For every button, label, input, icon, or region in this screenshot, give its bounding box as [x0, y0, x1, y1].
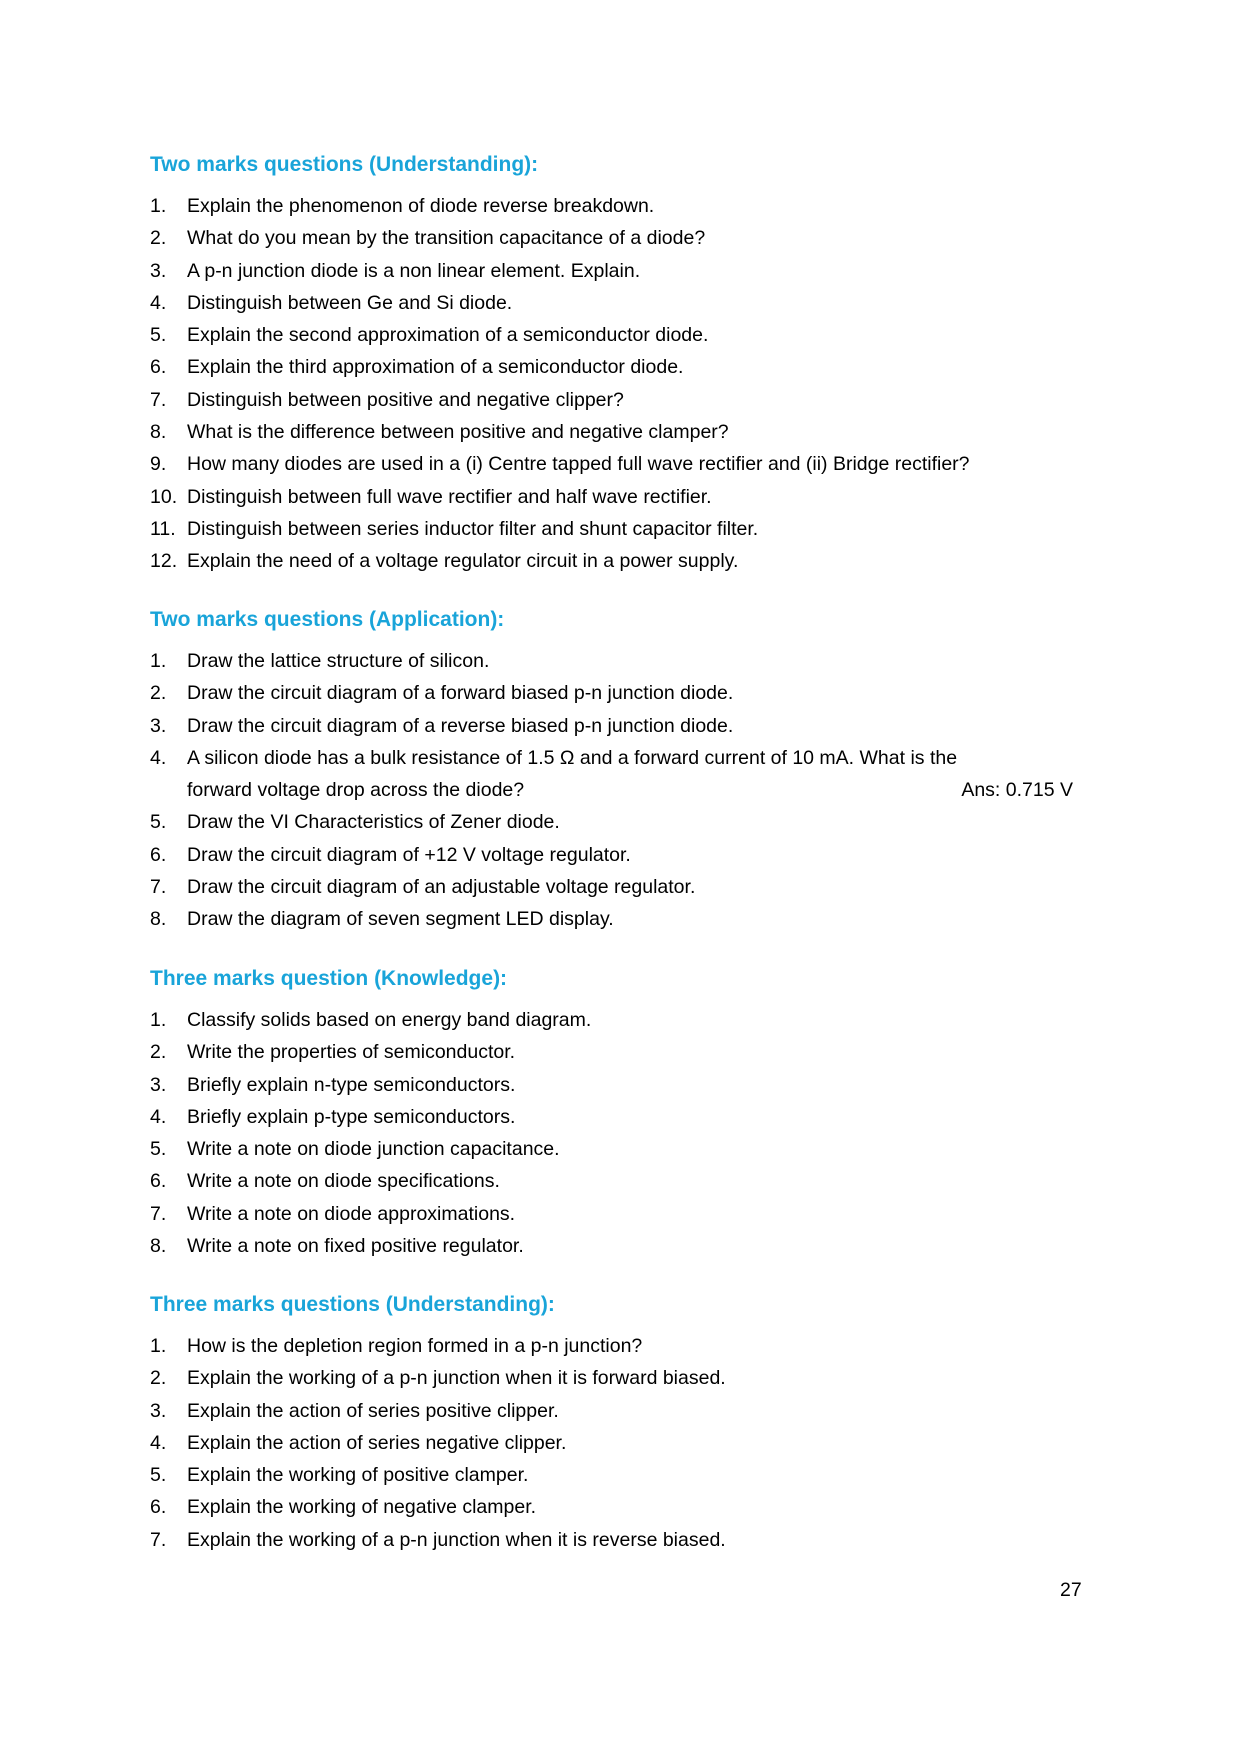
question-text: Distinguish between positive and negative clipper?	[187, 388, 624, 411]
question-text: Explain the second approximation of a semiconductor diode.	[187, 324, 709, 347]
question-list	[150, 1004, 1100, 1262]
question-item	[150, 1362, 1100, 1394]
question-text: Explain the need of a voltage regulator circuit in a power supply.	[187, 550, 739, 573]
section-heading: Three marks questions (Understanding):	[150, 1293, 555, 1316]
question-item	[150, 351, 1100, 383]
question-number: 8.	[150, 1235, 167, 1258]
question-item	[150, 1330, 1100, 1362]
question-item	[150, 1069, 1100, 1101]
question-text: How many diodes are used in a (i) Centre tapped full wave rectifier and (ii) Bridge rectifier?	[187, 453, 970, 476]
question-item	[150, 1395, 1100, 1427]
question-number: 5.	[150, 1138, 167, 1161]
section-heading: Two marks questions (Understanding):	[150, 153, 539, 176]
question-text: Draw the lattice structure of silicon.	[187, 650, 490, 672]
question-text: Write a note on diode junction capacitance.	[187, 1138, 560, 1161]
question-text: Draw the circuit diagram of an adjustable voltage regulator.	[187, 876, 696, 899]
question-item	[150, 416, 1100, 448]
question-item	[150, 190, 1100, 222]
question-number: 7.	[150, 876, 167, 899]
answer-label: Ans: 0.715 V	[961, 779, 1073, 802]
question-text: Explain the working of a p-n junction when it is forward biased.	[187, 1367, 726, 1390]
question-text: Explain the third approximation of a semiconductor diode.	[187, 356, 684, 379]
question-number: 2.	[150, 1367, 167, 1390]
question-number: 7.	[150, 1528, 167, 1551]
question-text: Explain the action of series negative clipper.	[187, 1431, 567, 1454]
question-text: Classify solids based on energy band diagram.	[187, 1009, 592, 1031]
question-number: 5.	[150, 811, 167, 834]
question-item	[150, 1101, 1100, 1133]
question-number: 2.	[150, 682, 167, 705]
section-knowledge-3marks	[150, 964, 1100, 1262]
question-text: Write a note on diode approximations.	[187, 1202, 516, 1225]
question-number: 6.	[150, 1170, 167, 1193]
question-number: 1.	[150, 650, 167, 672]
question-text: Distinguish between full wave rectifier and half wave rectifier.	[187, 485, 712, 508]
question-text: What do you mean by the transition capacitance of a diode?	[187, 227, 706, 250]
question-item	[150, 839, 1100, 871]
question-number: 3.	[150, 259, 167, 282]
question-item	[150, 255, 1100, 287]
question-number: 4.	[150, 746, 167, 769]
question-list	[150, 1330, 1100, 1556]
question-number: 6.	[150, 843, 167, 866]
question-item	[150, 742, 1100, 774]
question-text: Draw the VI Characteristics of Zener diode.	[187, 811, 560, 834]
question-text: Distinguish between Ge and Si diode.	[187, 291, 513, 314]
question-text: Explain the working of positive clamper.	[187, 1464, 529, 1487]
question-item	[150, 806, 1100, 838]
question-item	[150, 1036, 1100, 1068]
question-item	[150, 1459, 1100, 1491]
question-item	[150, 1004, 1100, 1036]
question-text: Distinguish between series inductor filter and shunt capacitor filter.	[187, 517, 759, 540]
question-number: 6.	[150, 356, 167, 379]
question-item	[150, 1524, 1100, 1556]
question-number: 4.	[150, 1431, 167, 1454]
question-text: Write a note on diode specifications.	[187, 1170, 500, 1193]
question-text: How is the depletion region formed in a p-n junction?	[187, 1335, 643, 1357]
question-number: 8.	[150, 908, 167, 931]
question-text: Briefly explain p-type semiconductors.	[187, 1105, 516, 1128]
question-text: Explain the working of a p-n junction when it is reverse biased.	[187, 1528, 726, 1551]
question-number: 1.	[150, 195, 167, 217]
question-item	[150, 710, 1100, 742]
question-text: Explain the phenomenon of diode reverse breakdown.	[187, 195, 655, 217]
question-number: 1.	[150, 1009, 167, 1031]
question-number: 8.	[150, 421, 167, 444]
question-item	[150, 319, 1100, 351]
question-item	[150, 448, 1100, 480]
question-number: 4.	[150, 291, 167, 314]
section-application-2marks	[150, 605, 1100, 936]
question-number: 10.	[150, 485, 178, 508]
section-understanding-3marks	[150, 1290, 1100, 1556]
question-item	[150, 645, 1100, 677]
question-item	[150, 1133, 1100, 1165]
question-item	[150, 1230, 1100, 1262]
section-understanding-2marks	[150, 150, 1100, 578]
question-continuation-text: forward voltage drop across the diode?	[187, 779, 525, 802]
question-text: A p-n junction diode is a non linear element. Explain.	[187, 259, 641, 282]
question-item	[150, 1198, 1100, 1230]
question-item	[150, 513, 1100, 545]
question-list	[150, 645, 1100, 936]
question-item	[150, 222, 1100, 254]
question-item	[150, 903, 1100, 935]
question-number: 6.	[150, 1496, 167, 1519]
question-number: 12.	[150, 550, 178, 573]
question-text: Briefly explain n-type semiconductors.	[187, 1073, 516, 1096]
question-text: Draw the circuit diagram of a forward biased p-n junction diode.	[187, 682, 734, 705]
question-continuation-line	[150, 774, 1100, 806]
question-item	[150, 384, 1100, 416]
question-number: 5.	[150, 1464, 167, 1487]
question-text: Draw the circuit diagram of +12 V voltage regulator.	[187, 843, 631, 866]
question-number: 11.	[150, 517, 176, 540]
question-number: 4.	[150, 1105, 167, 1128]
question-item	[150, 545, 1100, 577]
question-text: Write a note on fixed positive regulator.	[187, 1235, 524, 1258]
question-text: Explain the action of series positive clipper.	[187, 1399, 559, 1422]
question-number: 3.	[150, 1399, 167, 1422]
question-item	[150, 481, 1100, 513]
page-number: 27	[1060, 1579, 1082, 1601]
question-item	[150, 1491, 1100, 1523]
question-number: 2.	[150, 1041, 167, 1064]
section-heading: Three marks question (Knowledge):	[150, 967, 508, 990]
question-text: What is the difference between positive and negative clamper?	[187, 421, 729, 444]
question-item	[150, 677, 1100, 709]
question-text: A silicon diode has a bulk resistance of 1.5 Ω and a forward current of 10 mA. What is the	[187, 746, 958, 769]
question-number: 7.	[150, 1202, 167, 1225]
question-number: 3.	[150, 714, 167, 737]
question-number: 1.	[150, 1335, 167, 1357]
question-number: 5.	[150, 324, 167, 347]
question-text: Explain the working of negative clamper.	[187, 1496, 537, 1519]
question-item	[150, 871, 1100, 903]
question-text: Write the properties of semiconductor.	[187, 1041, 516, 1064]
question-number: 3.	[150, 1073, 167, 1096]
question-item	[150, 1165, 1100, 1197]
question-list	[150, 190, 1100, 578]
section-heading: Two marks questions (Application):	[150, 608, 505, 631]
question-text: Draw the circuit diagram of a reverse biased p-n junction diode.	[187, 714, 734, 737]
question-number: 2.	[150, 227, 167, 250]
question-number: 9.	[150, 453, 167, 476]
question-number: 7.	[150, 388, 167, 411]
question-item	[150, 287, 1100, 319]
question-text: Draw the diagram of seven segment LED display.	[187, 908, 614, 931]
question-item	[150, 1427, 1100, 1459]
